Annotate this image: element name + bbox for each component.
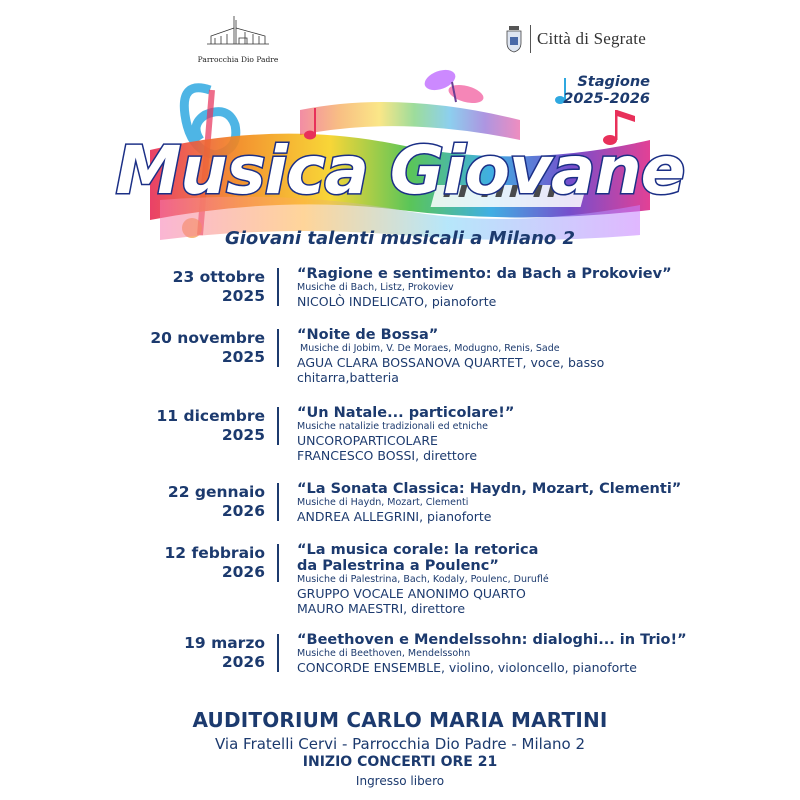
event-title: “Ragione e sentimento: da Bach a Prokoviev” <box>297 266 672 282</box>
event-item <box>0 542 800 622</box>
event-title-line-1: “La musica corale: la retorica <box>297 542 539 558</box>
event-date-year: 2026 <box>221 653 265 671</box>
event-date-year: 2025 <box>221 348 265 366</box>
event-date <box>157 407 265 445</box>
season-years: 2025-2026 <box>563 91 650 107</box>
event-date <box>150 329 265 367</box>
event-title: “Noite de Bossa” <box>297 327 439 343</box>
parish-caption: Parrocchia Dio Padre <box>197 55 279 64</box>
event-date-year: 2025 <box>221 426 265 444</box>
event-info <box>297 481 697 524</box>
poster-subtitle: Giovani talenti musicali a Milano 2 <box>224 228 576 249</box>
event-composers: Musiche natalizie tradizionali ed etniche <box>297 421 488 432</box>
event-item <box>0 327 800 393</box>
poster-title: Musica Giovane <box>115 131 685 209</box>
event-date-day: 12 febbraio <box>164 544 265 562</box>
event-date-year: 2026 <box>221 502 265 520</box>
event-divider <box>277 329 279 367</box>
event-info <box>297 405 697 463</box>
event-date-day: 11 dicembre <box>156 407 265 425</box>
event-composers: Musiche di Palestrina, Bach, Kodaly, Poulenc, Duruflé <box>297 574 549 585</box>
event-divider <box>277 407 279 445</box>
event-divider <box>277 634 279 672</box>
city-logo <box>505 22 646 56</box>
event-date-year: 2026 <box>221 563 265 581</box>
event-info <box>297 632 697 675</box>
event-info <box>297 266 697 309</box>
event-performer: NICOLÒ INDELICATO, pianoforte <box>297 294 497 309</box>
event-title-line-2: da Palestrina a Poulenc” <box>297 558 499 574</box>
event-performer: ANDREA ALLEGRINI, pianoforte <box>297 509 492 524</box>
event-performer: CONCORDE ENSEMBLE, violino, violoncello, pianoforte <box>297 660 637 675</box>
event-date-day: 23 ottobre <box>172 268 265 286</box>
event-composers: Musiche di Bach, Listz, Prokoviev <box>297 282 454 293</box>
event-performer: FRANCESCO BOSSI, direttore <box>297 448 478 463</box>
event-performer: MAURO MAESTRI, direttore <box>297 601 466 616</box>
event-performer: UNCOROPARTICOLARE <box>297 433 438 448</box>
venue-name: AUDITORIUM CARLO MARIA MARTINI <box>192 708 608 732</box>
city-name: Città di Segrate <box>537 29 646 48</box>
venue-address: Via Fratelli Cervi - Parrocchia Dio Padre - Milano 2 <box>214 735 586 753</box>
event-title: “Beethoven e Mendelssohn: dialoghi... in Trio!” <box>297 632 687 648</box>
event-performer: AGUA CLARA BOSSANOVA QUARTET, voce, basso <box>297 355 605 370</box>
season-word: Stagione <box>577 74 650 90</box>
start-time: INIZIO CONCERTI ORE 21 <box>302 754 498 770</box>
event-performer: chitarra,batteria <box>297 370 399 385</box>
event-date <box>184 634 265 672</box>
event-date-day: 22 gennaio <box>167 483 265 501</box>
event-divider <box>277 483 279 521</box>
event-date-day: 19 marzo <box>184 634 265 652</box>
event-title: “La Sonata Classica: Haydn, Mozart, Clementi” <box>297 481 682 497</box>
event-composers: Musiche di Jobim, V. De Moraes, Modugno, Renis, Sade <box>297 343 560 354</box>
event-date <box>165 544 265 582</box>
event-date-year: 2025 <box>221 287 265 305</box>
event-composers: Musiche di Beethoven, Mendelssohn <box>297 648 471 659</box>
logo-separator <box>530 25 531 53</box>
event-date <box>173 268 265 306</box>
event-info <box>297 327 697 385</box>
event-performer: GRUPPO VOCALE ANONIMO QUARTO <box>297 586 526 601</box>
event-item <box>0 405 800 471</box>
event-divider <box>277 544 279 582</box>
entry-info: Ingresso libero <box>355 774 445 788</box>
event-title: “Un Natale... particolare!” <box>297 405 515 421</box>
season-label <box>563 74 650 108</box>
event-item <box>0 266 800 316</box>
event-divider <box>277 268 279 306</box>
event-date <box>168 483 265 521</box>
event-item <box>0 632 800 682</box>
event-item <box>0 481 800 531</box>
church-icon <box>203 14 273 54</box>
event-date-day: 20 novembre <box>150 329 265 347</box>
event-composers: Musiche di Haydn, Mozart, Clementi <box>297 497 469 508</box>
event-info <box>297 542 697 616</box>
city-crest-icon <box>505 25 523 53</box>
butterfly-icon <box>422 66 486 106</box>
